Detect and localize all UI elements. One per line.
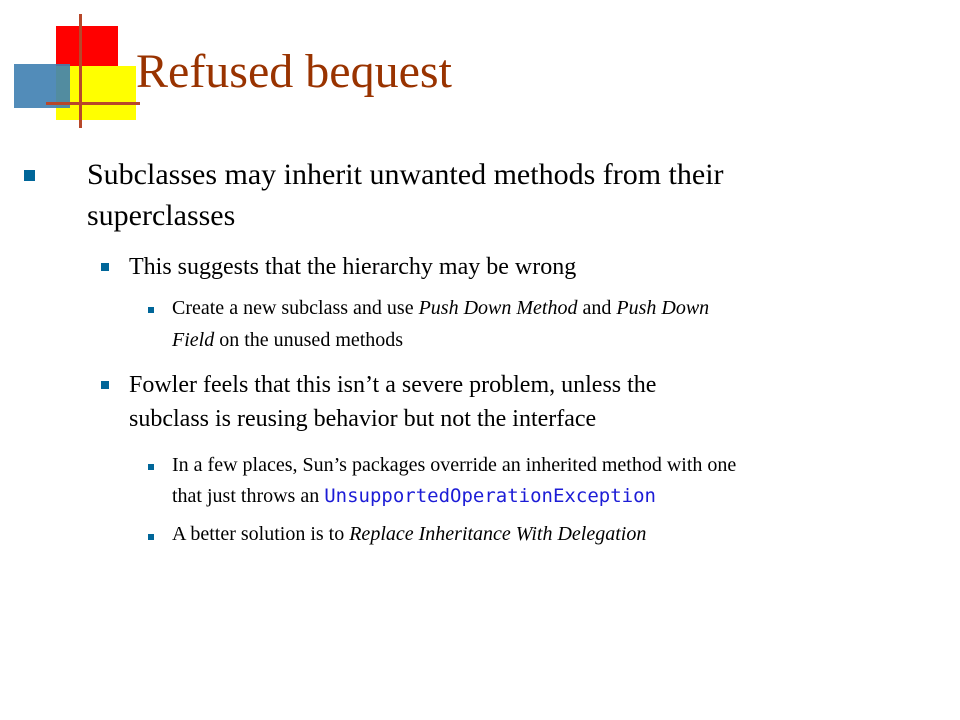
logo-horizontal-line <box>46 102 140 105</box>
sub-sub-bullet-text: In a few places, Sun’s packages override an inherited method with one <box>172 454 737 476</box>
sub-bullet-text-continued: subclass is reusing behavior but not the interface <box>129 406 597 432</box>
code-identifier: UnsupportedOperationException <box>324 485 656 507</box>
bullet-text: Subclasses may inherit unwanted methods from their <box>87 158 724 191</box>
sub-sub-bullet-text <box>172 521 646 547</box>
sub-sub-bullet-text-continued <box>172 483 656 509</box>
bullet-marker-l1 <box>24 170 35 181</box>
bullet-marker-l3 <box>148 464 154 470</box>
sub-bullet-text: This suggests that the hierarchy may be wrong <box>129 254 577 280</box>
text-run: on the unused methods <box>214 329 404 351</box>
bullet-text-continued: superclasses <box>87 199 236 232</box>
logo-vertical-line <box>79 14 82 128</box>
refactoring-name: Push Down <box>616 297 710 319</box>
slide-title: Refused bequest <box>136 45 452 98</box>
refactoring-name: Replace Inheritance With Delegation <box>349 523 647 545</box>
bullet-marker-l2 <box>101 263 109 271</box>
sub-sub-bullet-text <box>172 295 709 321</box>
slide-logo-decoration <box>0 0 140 140</box>
sub-sub-bullet-text-continued <box>172 327 403 353</box>
bullet-marker-l3 <box>148 307 154 313</box>
bullet-marker-l3 <box>148 534 154 540</box>
refactoring-name: Field <box>172 329 215 351</box>
text-run: that just throws an <box>172 485 325 507</box>
refactoring-name: Push Down Method <box>418 297 578 319</box>
bullet-marker-l2 <box>101 381 109 389</box>
sub-bullet-text: Fowler feels that this isn’t a severe problem, unless the <box>129 372 657 398</box>
text-run: and <box>577 297 617 319</box>
text-run: A better solution is to <box>172 523 350 545</box>
text-run: Create a new subclass and use <box>172 297 419 319</box>
